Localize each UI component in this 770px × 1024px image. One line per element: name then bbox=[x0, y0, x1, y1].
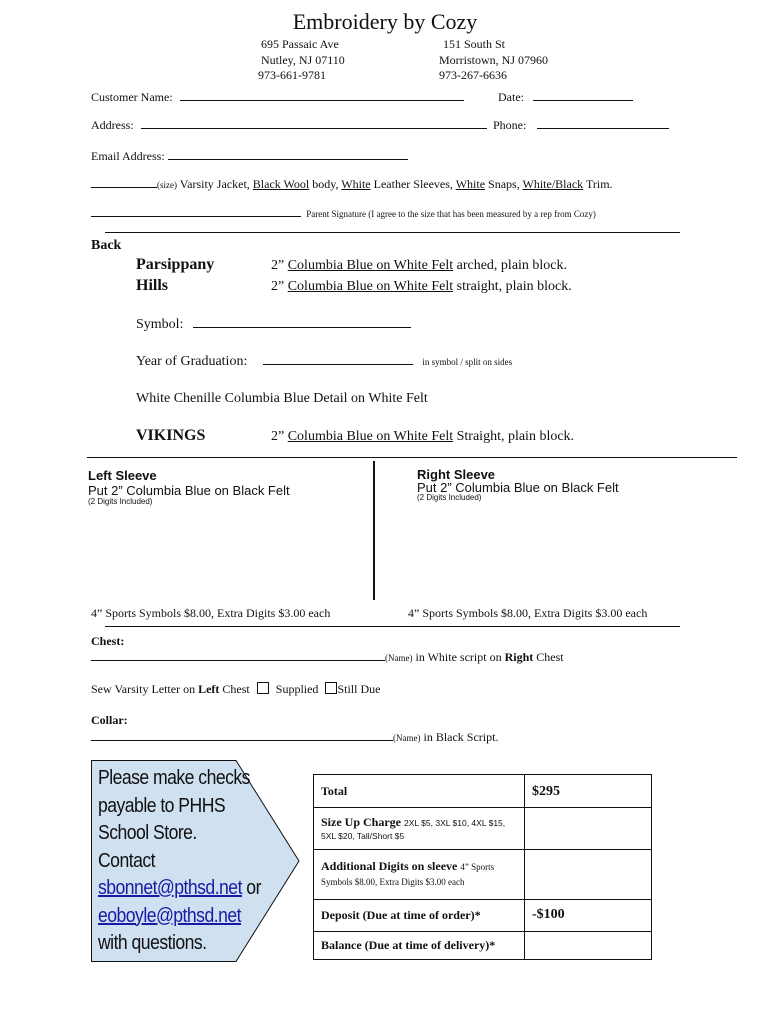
payment-callout-text: Please make checks payable to PHHS School Store. Contact sbonnet@pthsd.net or eoboyle@pthsd.net with questions. bbox=[98, 767, 261, 954]
left-sleeve-desc: Put 2” Columbia Blue on Black Felt bbox=[88, 483, 290, 498]
total-value: $295 bbox=[525, 775, 652, 808]
customer-name-label: Customer Name: bbox=[91, 90, 173, 104]
phone-field[interactable] bbox=[537, 118, 669, 129]
collar-name-field[interactable] bbox=[91, 730, 393, 741]
chenille-note: White Chenille Columbia Blue Detail on White Felt bbox=[136, 391, 428, 406]
address-row bbox=[91, 118, 487, 133]
table-row bbox=[314, 900, 652, 932]
jacket-text: Snaps, bbox=[488, 177, 520, 191]
location-1-phone: 973-661-9781 bbox=[258, 68, 326, 82]
jacket-snaps-color: White bbox=[455, 177, 486, 191]
chest-name-field[interactable] bbox=[91, 650, 385, 661]
right-sleeve-price: 4” Sports Symbols $8.00, Extra Digits $3.00 each bbox=[408, 606, 648, 620]
sleeve-divider bbox=[373, 461, 375, 600]
sew-letter-row: Sew Varsity Letter on Left Chest Supplied Still Due bbox=[91, 682, 381, 696]
collar-row: (Name) in Black Script. bbox=[91, 730, 498, 745]
back-line-1: 2” Columbia Blue on White Felt arched, plain block. bbox=[271, 258, 568, 273]
email-field[interactable] bbox=[168, 149, 408, 160]
symbol-field[interactable] bbox=[193, 317, 411, 328]
year-row bbox=[136, 354, 512, 370]
deposit-label: Deposit (Due at time of order)* bbox=[314, 900, 525, 932]
jacket-text: Leather Sleeves, bbox=[373, 177, 453, 191]
jacket-trim-color: White/Black bbox=[522, 177, 584, 191]
date-row bbox=[498, 90, 633, 105]
collar-name-label: (Name) bbox=[393, 733, 421, 743]
supplied-checkbox[interactable] bbox=[257, 682, 269, 694]
additional-digits-value[interactable] bbox=[525, 850, 652, 900]
still-due-label: Still Due bbox=[337, 682, 381, 696]
year-note: in symbol / split on sides bbox=[422, 357, 513, 367]
chest-name-label: (Name) bbox=[385, 653, 413, 663]
date-field[interactable] bbox=[533, 90, 633, 101]
parent-signature-field[interactable] bbox=[91, 208, 301, 217]
symbol-label: Symbol: bbox=[136, 317, 184, 332]
email-label: Email Address: bbox=[91, 149, 165, 163]
jacket-sleeves-color: White bbox=[341, 177, 371, 191]
table-row bbox=[314, 808, 652, 850]
divider bbox=[105, 232, 680, 233]
date-label: Date: bbox=[498, 90, 524, 104]
deposit-value: -$100 bbox=[525, 900, 652, 932]
address-field[interactable] bbox=[141, 118, 487, 129]
totals-table bbox=[313, 774, 652, 960]
vikings-label: VIKINGS bbox=[136, 427, 206, 444]
page-title: Embroidery by Cozy bbox=[292, 9, 478, 34]
email-row bbox=[91, 149, 408, 164]
back-line-2: 2” Columbia Blue on White Felt straight, plain block. bbox=[271, 279, 572, 294]
back-heading: Back bbox=[91, 238, 122, 253]
email-link-sbonnet[interactable]: sbonnet@pthsd.net bbox=[98, 877, 242, 899]
size-field[interactable] bbox=[91, 177, 157, 188]
balance-value[interactable] bbox=[525, 932, 652, 960]
supplied-label: Supplied bbox=[275, 682, 319, 696]
customer-row bbox=[91, 90, 464, 105]
size-label: (size) bbox=[157, 180, 177, 190]
parent-signature-row bbox=[91, 208, 596, 219]
location-1-street: 695 Passaic Ave bbox=[261, 37, 339, 51]
jacket-text: Varsity Jacket, bbox=[179, 177, 250, 191]
location-2-city: Morristown, NJ 07960 bbox=[439, 52, 549, 67]
location-2-street: 151 South St bbox=[443, 37, 506, 51]
table-row bbox=[314, 775, 652, 808]
phone-row bbox=[493, 118, 669, 133]
customer-name-field[interactable] bbox=[180, 90, 464, 101]
location-2-phone: 973-267-6636 bbox=[439, 68, 507, 82]
location-1-city: Nutley, NJ 07110 bbox=[261, 52, 345, 67]
collar-heading: Collar: bbox=[91, 713, 128, 727]
additional-digits-cell: Additional Digits on sleeve 4” Sports Symbols $8.00, Extra Digits $3.00 each bbox=[314, 850, 525, 900]
balance-label: Balance (Due at time of delivery)* bbox=[314, 932, 525, 960]
right-sleeve-title: Right Sleeve bbox=[417, 467, 496, 482]
left-sleeve-title: Left Sleeve bbox=[88, 468, 157, 483]
jacket-text: body, bbox=[312, 177, 339, 191]
right-sleeve-desc: Put 2” Columbia Blue on Black Felt bbox=[417, 480, 619, 495]
table-row bbox=[314, 932, 652, 960]
left-sleeve-price: 4” Sports Symbols $8.00, Extra Digits $3.00 each bbox=[91, 606, 331, 620]
table-row bbox=[314, 850, 652, 900]
size-up-cell: Size Up Charge 2XL $5, 3XL $10, 4XL $15, 5XL $20, Tall/Short $5 bbox=[314, 808, 525, 850]
chest-row: (Name) in White script on Right Chest bbox=[91, 650, 564, 665]
address-label: Address: bbox=[91, 118, 134, 132]
location-2 bbox=[439, 37, 548, 84]
size-up-value[interactable] bbox=[525, 808, 652, 850]
school-name-line-1: Parsippany bbox=[136, 256, 215, 273]
location-1 bbox=[258, 37, 345, 84]
parent-signature-label: Parent Signature (I agree to the size that has been measured by a rep from Cozy) bbox=[306, 209, 596, 219]
vikings-line: 2” Columbia Blue on White Felt Straight, plain block. bbox=[271, 429, 575, 444]
phone-label: Phone: bbox=[493, 118, 527, 132]
email-link-eoboyle[interactable]: eoboyle@pthsd.net bbox=[98, 904, 241, 927]
right-sleeve-note: (2 Digits Included) bbox=[417, 493, 482, 502]
still-due-checkbox[interactable] bbox=[325, 682, 337, 694]
divider bbox=[105, 626, 680, 627]
jacket-text: Trim. bbox=[585, 177, 613, 191]
jacket-body: Black Wool bbox=[252, 177, 310, 191]
chest-heading: Chest: bbox=[91, 634, 125, 648]
total-label: Total bbox=[314, 775, 525, 808]
divider bbox=[87, 457, 737, 458]
school-name-line-2: Hills bbox=[136, 277, 169, 294]
symbol-row bbox=[136, 317, 411, 333]
year-field[interactable] bbox=[263, 354, 413, 365]
left-sleeve-note: (2 Digits Included) bbox=[88, 497, 153, 506]
year-label: Year of Graduation: bbox=[136, 354, 248, 369]
jacket-row bbox=[91, 177, 613, 192]
